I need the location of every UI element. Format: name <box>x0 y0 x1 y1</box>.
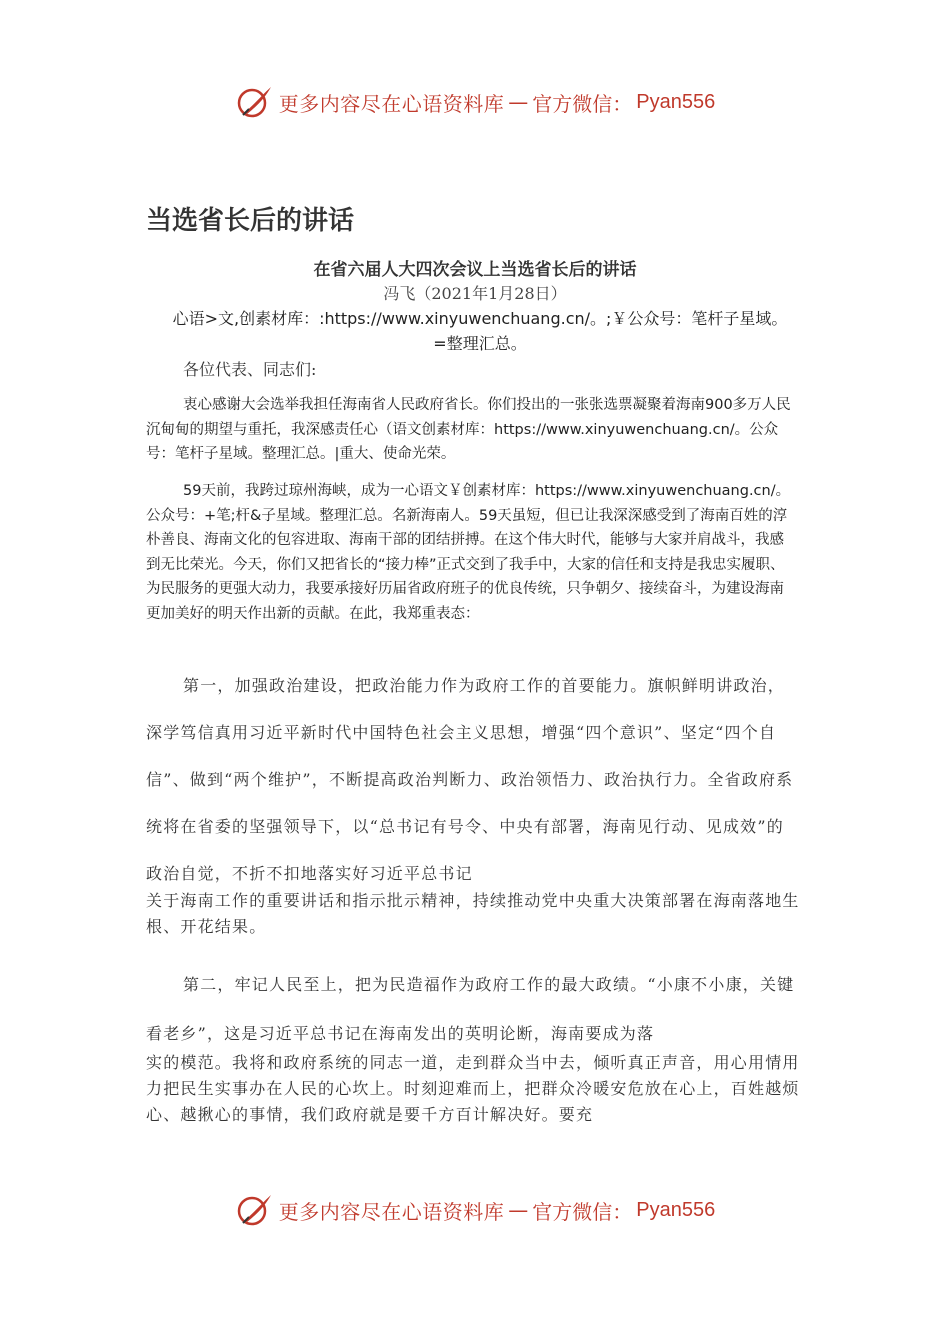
source-line-1: 心语>文,创素材库：:https://www.xinyuwenchuang.cn/。;￥公众号：笔杆子星域。 <box>172 309 788 328</box>
banner-wechat-id: Pyan556 <box>636 90 716 113</box>
banner-wechat-id: Pyan556 <box>636 1198 716 1221</box>
banner-slogan: 更多内容尽在心语资料库 <box>278 1199 505 1224</box>
quill-logo-icon <box>235 84 275 120</box>
banner-wechat-label: 官方微信： <box>532 1199 633 1224</box>
page-title: 当选省长后的讲话 <box>146 206 355 236</box>
source-line-2: =整理汇总。 <box>433 334 527 353</box>
source-note <box>140 306 820 356</box>
paragraph-point-two-cont: 实的模范。我将和政府系统的同志一道，走到群众当中去，倾听真正声音，用心用情用力把民生实事办在人民的心坎上。时刻迎难而上，把群众冷暖安危放在心上，百姓越烦心、越揪心的事情，我们政府就是要千方百计解决好。要充 <box>146 1053 800 1124</box>
banner-separator: — <box>508 90 529 114</box>
paragraph-point-one-cont: 关于海南工作的重要讲话和指示批示精神，持续推动党中央重大决策部署在海南落地生根、开花结果。 <box>146 891 800 936</box>
banner-wechat-label: 官方微信： <box>532 91 633 116</box>
quill-logo-icon <box>235 1192 275 1228</box>
author-line: 冯飞（2021年1月28日） <box>383 284 567 303</box>
greeting: 各位代表、同志们: <box>183 360 317 379</box>
banner-separator: — <box>508 1198 529 1222</box>
paragraph-point-one: 第一，加强政治建设，把政治能力作为政府工作的首要能力。旗帜鲜明讲政治，深学笃信真用习近平新时代中国特色社会主义思想，增强“四个意识”、坚定“四个自信”、做到“两个维护”，不断提高政治判断力、政治领悟力、政治执行力。全省政府系统将在省委的坚强领导下，以“总书记有号令、中央有部署，海南见行动、见成效”的政治自觉，不折不扣地落实好习近平总书记 <box>146 676 794 883</box>
paragraph-thanks: 衷心感谢大会选举我担任海南省人民政府省长。你们投出的一张张选票凝聚着海南900多万人民沉甸甸的期望与重托，我深感责任心（语文创素材库：https://www.xinyuwenchuang.cn/。公众号：笔杆子星域。整理汇总。|重大、使命光荣。 <box>146 397 791 462</box>
banner-slogan: 更多内容尽在心语资料库 <box>278 91 505 116</box>
header-banner <box>0 84 950 120</box>
footer-banner <box>0 1192 950 1228</box>
paragraph-point-two: 第二，牢记人民至上，把为民造福作为政府工作的最大政绩。“小康不小康，关键看老乡”，这是习近平总书记在海南发出的英明论断，海南要成为落 <box>146 975 795 1043</box>
speech-subtitle: 在省六届人大四次会议上当选省长后的讲话 <box>313 260 637 280</box>
paragraph-intro: 59天前，我跨过琼州海峡，成为一心语文￥创素材库：https://www.xinyuwenchuang.cn/。公众号：+笔;杆&子星域。整理汇总。名新海南人。59天虽短，但已让我深深感受到了海南百姓的淳朴善良、海南文化的包容进取、海南干部的团结拼搏。在这个伟大时代，能够与大家并肩战斗，我感到无比荣光。今天，你们又把省长的“接力棒”正式交到了我手中，大家的信任和支持是我忠实履职、为民服务的更强大动力，我要承接好历届省政府班子的优良传统，只争朝夕、接续奋斗，为建设海南更加美好的明天作出新的贡献。在此，我郑重表态： <box>146 483 791 622</box>
